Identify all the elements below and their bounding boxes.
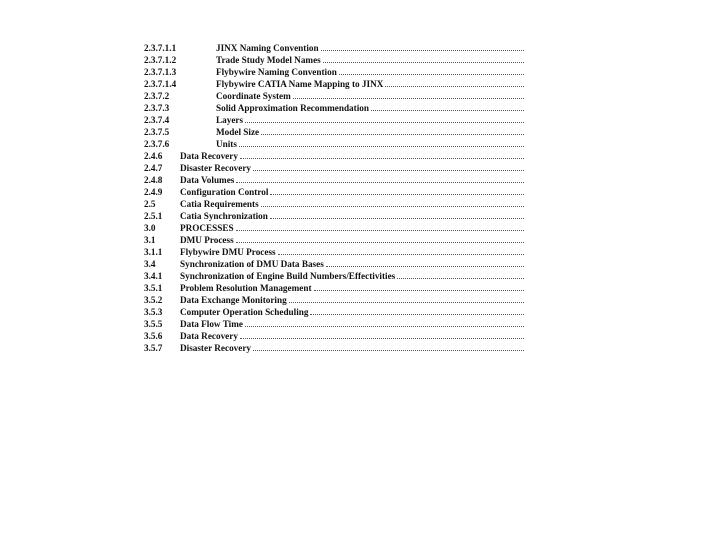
toc-entry-title: Data Volumes — [180, 175, 235, 185]
toc-entry[interactable] — [144, 42, 524, 54]
toc-entry[interactable] — [144, 210, 524, 222]
toc-entry-title: Layers — [216, 115, 244, 125]
toc-entry-number: 3.1 — [144, 235, 156, 245]
toc-entry[interactable] — [144, 78, 524, 90]
toc-entry-number: 3.4.1 — [144, 271, 163, 281]
toc-entry[interactable] — [144, 150, 524, 162]
toc-dot-leader — [236, 229, 524, 231]
toc-entry-title: Catia Synchronization — [180, 211, 268, 221]
toc-entry-number: 2.3.7.5 — [144, 127, 170, 137]
toc-entry-number: 3.5.7 — [144, 343, 163, 353]
toc-entry-number: 2.4.6 — [144, 151, 163, 161]
toc-entry-title: Flybywire Naming Convention — [216, 67, 337, 77]
toc-entry-title: Configuration Control — [180, 187, 269, 197]
toc-entry[interactable] — [144, 330, 524, 342]
toc-entry[interactable] — [144, 174, 524, 186]
toc-entry-title: JINX Naming Convention — [216, 43, 319, 53]
toc-dot-leader — [385, 85, 524, 87]
toc-entry-number: 3.5.1 — [144, 283, 163, 293]
toc-entry-number: 2.3.7.1.1 — [144, 43, 177, 53]
toc-entry[interactable] — [144, 282, 524, 294]
toc-dot-leader — [245, 325, 524, 327]
toc-dot-leader — [293, 97, 524, 99]
toc-entry-number: 3.5.6 — [144, 331, 163, 341]
toc-entry[interactable] — [144, 186, 524, 198]
toc-dot-leader — [289, 301, 524, 303]
toc-entry[interactable] — [144, 114, 524, 126]
toc-entry[interactable] — [144, 198, 524, 210]
toc-entry-title: Data Flow Time — [180, 319, 243, 329]
toc-entry-number: 3.5.2 — [144, 295, 163, 305]
toc-dot-leader — [278, 253, 524, 255]
toc-entry-title: Trade Study Model Names — [216, 55, 321, 65]
toc-dot-leader — [371, 109, 524, 111]
toc-dot-leader — [321, 49, 524, 51]
toc-entry[interactable] — [144, 318, 524, 330]
toc-entry-number: 2.4.7 — [144, 163, 163, 173]
toc-entry-number: 2.3.7.3 — [144, 103, 170, 113]
toc-entry[interactable] — [144, 306, 524, 318]
toc-dot-leader — [239, 145, 524, 147]
toc-dot-leader — [261, 133, 524, 135]
toc-entry-title: Solid Approximation Recommendation — [216, 103, 369, 113]
toc-dot-leader — [236, 241, 524, 243]
toc-entry[interactable] — [144, 138, 524, 150]
toc-dot-leader — [270, 193, 524, 195]
toc-dot-leader — [323, 61, 524, 63]
toc-entry-number: 3.4 — [144, 259, 156, 269]
toc-entry-title: Data Exchange Monitoring — [180, 295, 287, 305]
toc-dot-leader — [253, 349, 524, 351]
toc-entry-number: 2.3.7.1.3 — [144, 67, 177, 77]
toc-dot-leader — [270, 217, 524, 219]
toc-entry-title: Data Recovery — [180, 331, 238, 341]
toc-entry-number: 2.3.7.6 — [144, 139, 170, 149]
toc-entry-title: Model Size — [216, 127, 260, 137]
toc-dot-leader — [261, 205, 524, 207]
toc-entry-number: 2.3.7.4 — [144, 115, 170, 125]
toc-entry-title: Disaster Recovery — [180, 343, 252, 353]
toc-entry-number: 2.4.9 — [144, 187, 163, 197]
toc-entry[interactable] — [144, 54, 524, 66]
toc-entry[interactable] — [144, 102, 524, 114]
toc-entry[interactable] — [144, 246, 524, 258]
toc-dot-leader — [310, 313, 524, 315]
toc-dot-leader — [339, 73, 524, 75]
toc-entry-number: 3.1.1 — [144, 247, 163, 257]
toc-dot-leader — [314, 289, 524, 291]
toc-entry[interactable] — [144, 294, 524, 306]
toc-entry-title: Disaster Recovery — [180, 163, 252, 173]
table-of-contents — [144, 42, 524, 354]
toc-entry[interactable] — [144, 258, 524, 270]
toc-entry[interactable] — [144, 234, 524, 246]
toc-entry-title: Synchronization of DMU Data Bases — [180, 259, 324, 269]
toc-dot-leader — [240, 157, 524, 159]
toc-entry-number: 2.4.8 — [144, 175, 163, 185]
toc-entry-title: DMU Process — [180, 235, 234, 245]
toc-entry-number: 2.3.7.2 — [144, 91, 170, 101]
toc-dot-leader — [326, 265, 524, 267]
toc-entry-title: Flybywire CATIA Name Mapping to JINX — [216, 79, 384, 89]
toc-dot-leader — [236, 181, 524, 183]
toc-entry[interactable] — [144, 270, 524, 282]
toc-entry-title: Flybywire DMU Process — [180, 247, 276, 257]
toc-entry-title: Catia Requirements — [180, 199, 259, 209]
toc-entry[interactable] — [144, 342, 524, 354]
toc-entry-title: Coordinate System — [216, 91, 291, 101]
toc-entry[interactable] — [144, 222, 524, 234]
toc-dot-leader — [245, 121, 524, 123]
toc-dot-leader — [397, 277, 524, 279]
toc-entry-title: Units — [216, 139, 237, 149]
toc-entry-title: Synchronization of Engine Build Numbers/Effectivities — [180, 271, 396, 281]
toc-entry-title: PROCESSES — [180, 223, 234, 233]
toc-entry[interactable] — [144, 126, 524, 138]
toc-entry-number: 3.5.5 — [144, 319, 163, 329]
toc-entry-number: 2.5 — [144, 199, 156, 209]
toc-entry[interactable] — [144, 162, 524, 174]
toc-entry-title: Computer Operation Scheduling — [180, 307, 309, 317]
toc-entry-number: 3.0 — [144, 223, 156, 233]
toc-entry-number: 2.3.7.1.2 — [144, 55, 177, 65]
toc-dot-leader — [253, 169, 524, 171]
toc-entry-title: Problem Resolution Management — [180, 283, 312, 293]
toc-dot-leader — [240, 337, 524, 339]
toc-entry-number: 3.5.3 — [144, 307, 163, 317]
toc-entry[interactable] — [144, 66, 524, 78]
toc-entry-number: 2.5.1 — [144, 211, 163, 221]
toc-entry[interactable] — [144, 90, 524, 102]
toc-entry-title: Data Recovery — [180, 151, 238, 161]
toc-entry-number: 2.3.7.1.4 — [144, 79, 177, 89]
